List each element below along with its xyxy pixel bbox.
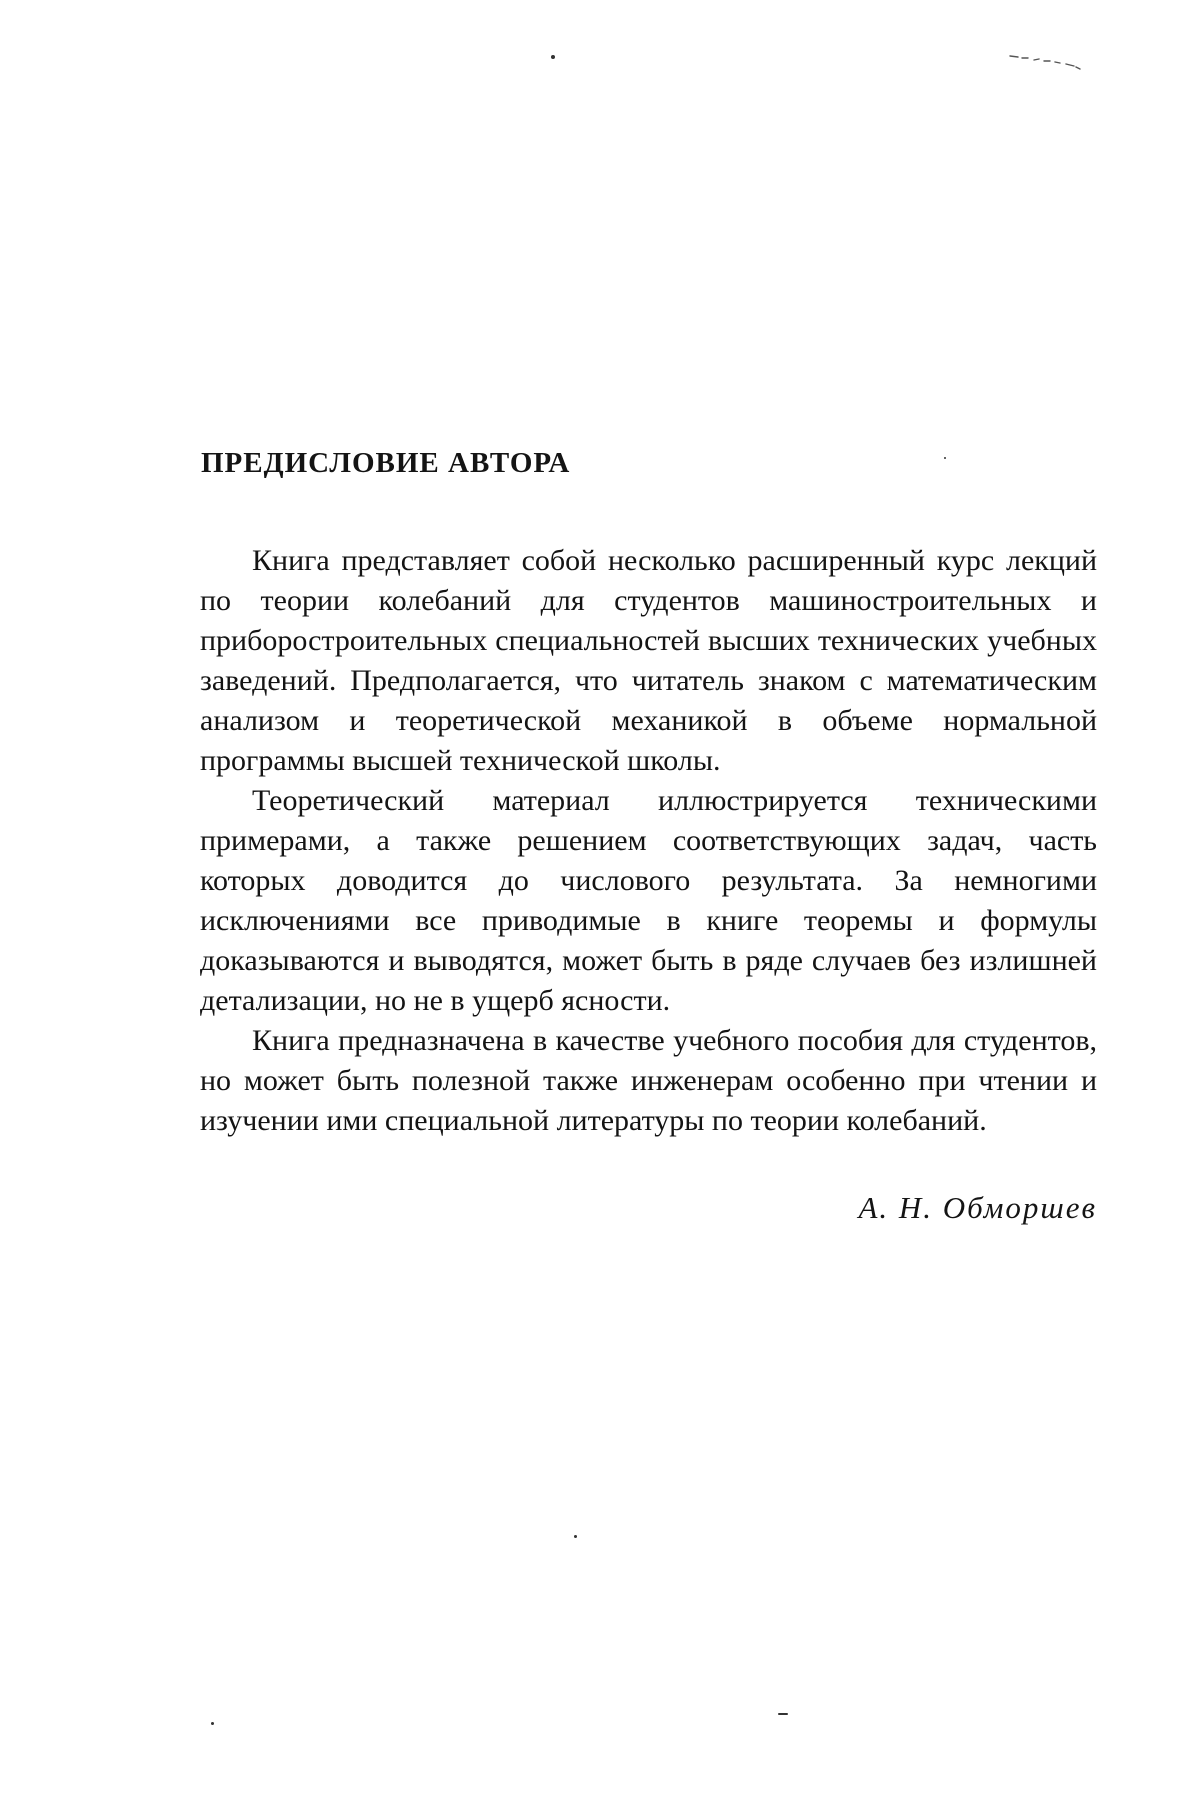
scan-speck xyxy=(551,55,555,59)
scan-smudge xyxy=(1008,48,1083,70)
scan-speck xyxy=(778,1713,788,1715)
paragraph: Теоретический материал иллюстрируется техническими примерами, а также решением соответствующих задач, часть которых доводится до числового результата. За немногими исключениями все приводимые в книге теоремы и формулы доказываются и выводятся, может быть в ряде случаев без излишней детализации, но не в ущерб ясности. xyxy=(200,784,1097,1017)
page-title: ПРЕДИСЛОВИЕ АВТОРА xyxy=(201,447,571,479)
scan-speck xyxy=(574,1535,577,1538)
scan-speck xyxy=(211,1722,214,1725)
author-signature: А. Н. Обморшев xyxy=(858,1190,1097,1225)
preface-body xyxy=(200,541,1097,1141)
paragraph: Книга представляет собой несколько расширенный курс лекций по теории колебаний для студентов машиностроительных и приборостроительных специальностей высших технических учебных заведений. Предполагается, что читатель знаком с математическим анализом и теоретической механикой в объеме нормальной программы высшей технической школы. xyxy=(200,544,1097,777)
scan-speck xyxy=(944,457,946,459)
paragraph: Книга предназначена в качестве учебного пособия для студентов, но может быть полезной также инженерам особенно при чтении и изучении ими специальной литературы по теории колебаний. xyxy=(200,1024,1097,1137)
